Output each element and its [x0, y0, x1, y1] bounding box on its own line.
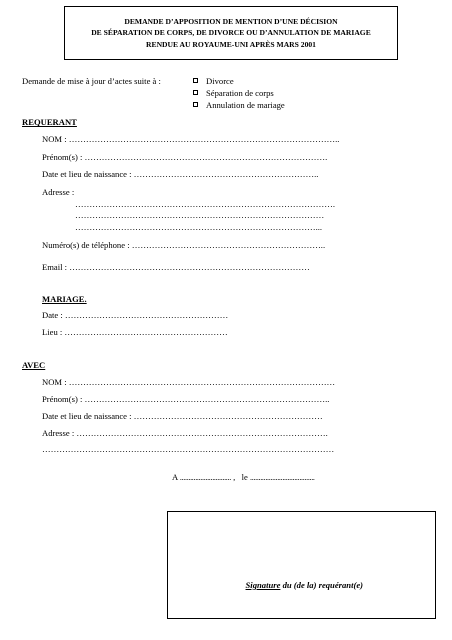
place-date-line — [172, 472, 315, 483]
requerant-prenoms-field[interactable]: Prénom(s) : …………………………………………………………………………. — [42, 152, 328, 162]
place-field[interactable]: .............................. — [179, 473, 231, 482]
signature-rest: du (de la) requérant(e) — [282, 580, 363, 590]
avec-heading: AVEC — [22, 360, 46, 370]
requerant-heading: REQUERANT — [22, 117, 77, 127]
mariage-date-field[interactable]: Date : ………………………………………………… — [42, 310, 229, 320]
form-title-line-2: DE SÉPARATION DE CORPS, DE DIVORCE OU D’ANNULATION DE MARIAGE — [91, 28, 371, 38]
mariage-lieu-field[interactable]: Lieu : ………………………………………………… — [42, 327, 228, 337]
form-title-box — [64, 6, 398, 60]
place-date-separator: , — [233, 472, 236, 482]
avec-prenoms-field[interactable]: Prénom(s) : ………………………………………………………………………….. — [42, 394, 330, 404]
requerant-adresse-label: Adresse : — [42, 187, 75, 197]
requerant-naissance-field[interactable]: Date et lieu de naissance : ……………………………………………………….. — [42, 169, 319, 179]
avec-adresse-line-2[interactable]: ………………………………………………………………………………………… — [42, 444, 335, 454]
checkbox-icon[interactable] — [193, 102, 198, 107]
request-label: Demande de mise à jour d’actes suite à : — [22, 76, 161, 86]
place-label: A — [172, 472, 178, 482]
form-title-line-1: DEMANDE D’APPOSITION DE MENTION D’UNE DÉCISION — [124, 16, 338, 26]
requerant-adresse-line-3[interactable]: …………………………………………………………………………... — [75, 222, 323, 232]
date-label: le — [241, 472, 248, 482]
requerant-adresse-line-1[interactable]: ………………………………………………………………………………. — [75, 199, 335, 209]
option-annulation[interactable]: Annulation de mariage — [193, 100, 285, 111]
signature-box[interactable] — [167, 511, 436, 619]
avec-adresse-field[interactable]: Adresse : ……………………………………………………………………………. — [42, 428, 328, 438]
option-divorce[interactable]: Divorce — [193, 76, 234, 87]
mariage-heading: MARIAGE. — [42, 294, 87, 304]
requerant-email-field[interactable]: Email : ………………………………………………………………………… — [42, 262, 310, 272]
requerant-telephone-field[interactable]: Numéro(s) de téléphone : ………………………………………………………….. — [42, 240, 326, 250]
requerant-adresse-line-2[interactable]: …………………………………………………………………………… — [75, 210, 325, 220]
option-separation[interactable]: Séparation de corps — [193, 88, 274, 99]
form-title-line-3: RENDUE AU ROYAUME-UNI APRÈS MARS 2001 — [146, 39, 316, 49]
signature-word: Signature — [245, 580, 281, 590]
checkbox-icon[interactable] — [193, 78, 198, 83]
signature-label — [246, 580, 363, 590]
date-field[interactable]: ...................................... — [250, 473, 315, 482]
checkbox-icon[interactable] — [193, 90, 198, 95]
avec-naissance-field[interactable]: Date et lieu de naissance : ………………………………………………………… — [42, 411, 323, 421]
avec-nom-field[interactable]: NOM : ………………………………………………………………………………… — [42, 377, 336, 387]
requerant-nom-field[interactable]: NOM : ………………………………………………………………………………….. — [42, 134, 340, 144]
